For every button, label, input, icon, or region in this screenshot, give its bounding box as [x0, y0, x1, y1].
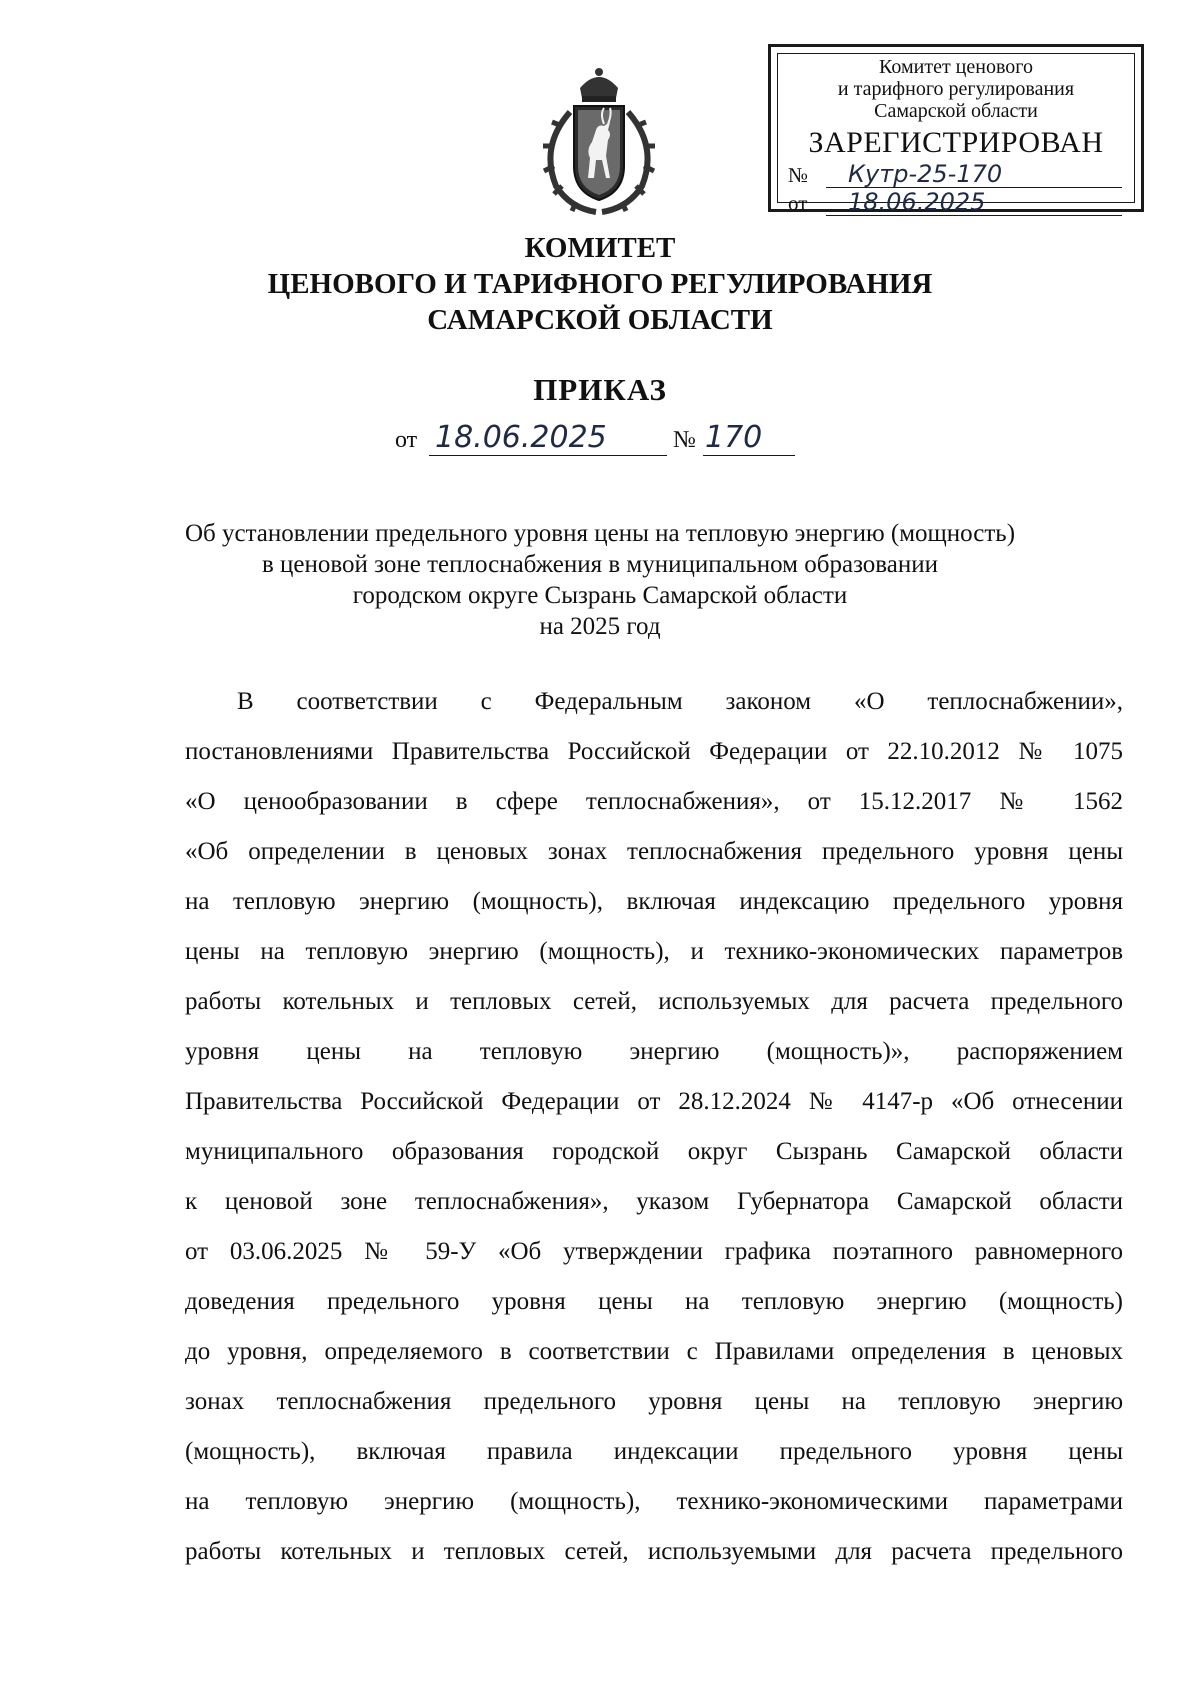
body-line: «Об определении в ценовых зонах теплоснабжения предельного уровня цены [185, 838, 1123, 865]
order-date-label: от [395, 427, 418, 453]
stamp-date-label: от [788, 191, 808, 215]
order-body-paragraph [185, 685, 1123, 1585]
body-line: «О ценообразовании в сфере теплоснабжения», от 15.12.2017 № 1562 [185, 788, 1123, 815]
body-line: Правительства Российской Федерации от 28.12.2024 № 4147-р «Об отнесении [185, 1088, 1123, 1115]
body-line: работы котельных и тепловых сетей, используемых для расчета предельного [185, 988, 1123, 1015]
body-line: работы котельных и тепловых сетей, используемыми для расчета предельного [185, 1538, 1123, 1565]
stamp-org-line1: Комитет ценового [879, 56, 1033, 78]
stamp-number-label: № [788, 163, 809, 187]
body-line: (мощность), включая правила индексации предельного уровня цены [185, 1438, 1123, 1465]
authority-title-line3: САМАРСКОЙ ОБЛАСТИ [427, 304, 773, 336]
body-line: зонах теплоснабжения предельного уровня цены на тепловую энергию [185, 1388, 1123, 1415]
subject-line: Об установлении предельного уровня цены на тепловую энергию (мощность) [184, 520, 1016, 547]
registration-stamp [768, 44, 1144, 216]
body-line: к ценовой зоне теплоснабжения», указом Губернатора Самарской области [185, 1188, 1123, 1215]
stamp-number-value: Кутр-25-170 [826, 161, 1122, 188]
body-line: до уровня, определяемого в соответствии с Правилами определения в ценовых [185, 1338, 1123, 1365]
authority-title-line1: КОМИТЕТ [524, 232, 676, 264]
document-type-title: ПРИКАЗ [533, 372, 667, 407]
body-line: от 03.06.2025 № 59-У «Об утверждении графика поэтапного равномерного [185, 1238, 1123, 1265]
stamp-date-row [788, 190, 1122, 220]
authority-title-line2: ЦЕНОВОГО И ТАРИФНОГО РЕГУЛИРОВАНИЯ [267, 268, 933, 300]
subject-line: в ценовой зоне теплоснабжения в муниципальном образовании [261, 551, 939, 578]
body-line: постановлениями Правительства Российской Федерации от 22.10.2012 № 1075 [185, 738, 1123, 765]
subject-line: городском округе Сызрань Самарской области [352, 582, 848, 609]
body-line: на тепловую энергию (мощность), включая индексацию предельного уровня [185, 888, 1123, 915]
order-number-label: № [673, 427, 696, 453]
order-number-value: 170 [703, 421, 795, 456]
body-line: цены на тепловую энергию (мощность), и технико-экономических параметров [185, 938, 1123, 965]
stamp-org-line2: и тарифного регулирования [837, 78, 1075, 100]
body-line: доведения предельного уровня цены на тепловую энергию (мощность) [185, 1288, 1123, 1315]
body-line: муниципального образования городской округ Сызрань Самарской области [185, 1138, 1123, 1165]
stamp-status: ЗАРЕГИСТРИРОВАН [808, 126, 1104, 159]
coat-of-arms-icon [530, 66, 668, 216]
stamp-date-value: 18.06.2025 [826, 189, 1122, 216]
body-line: на тепловую энергию (мощность), технико-экономическими параметрами [185, 1488, 1123, 1515]
order-date-number-line [395, 420, 815, 460]
stamp-org-line3: Самарской области [874, 100, 1038, 122]
subject-line: на 2025 год [539, 613, 661, 640]
order-subject [150, 518, 1050, 642]
order-date-value: 18.06.2025 [429, 421, 667, 456]
body-line: В соответствии с Федеральным законом «О теплоснабжении», [237, 688, 1123, 715]
stamp-inner-frame [777, 53, 1135, 216]
body-line: уровня цены на тепловую энергию (мощность)», распоряжением [185, 1038, 1123, 1065]
